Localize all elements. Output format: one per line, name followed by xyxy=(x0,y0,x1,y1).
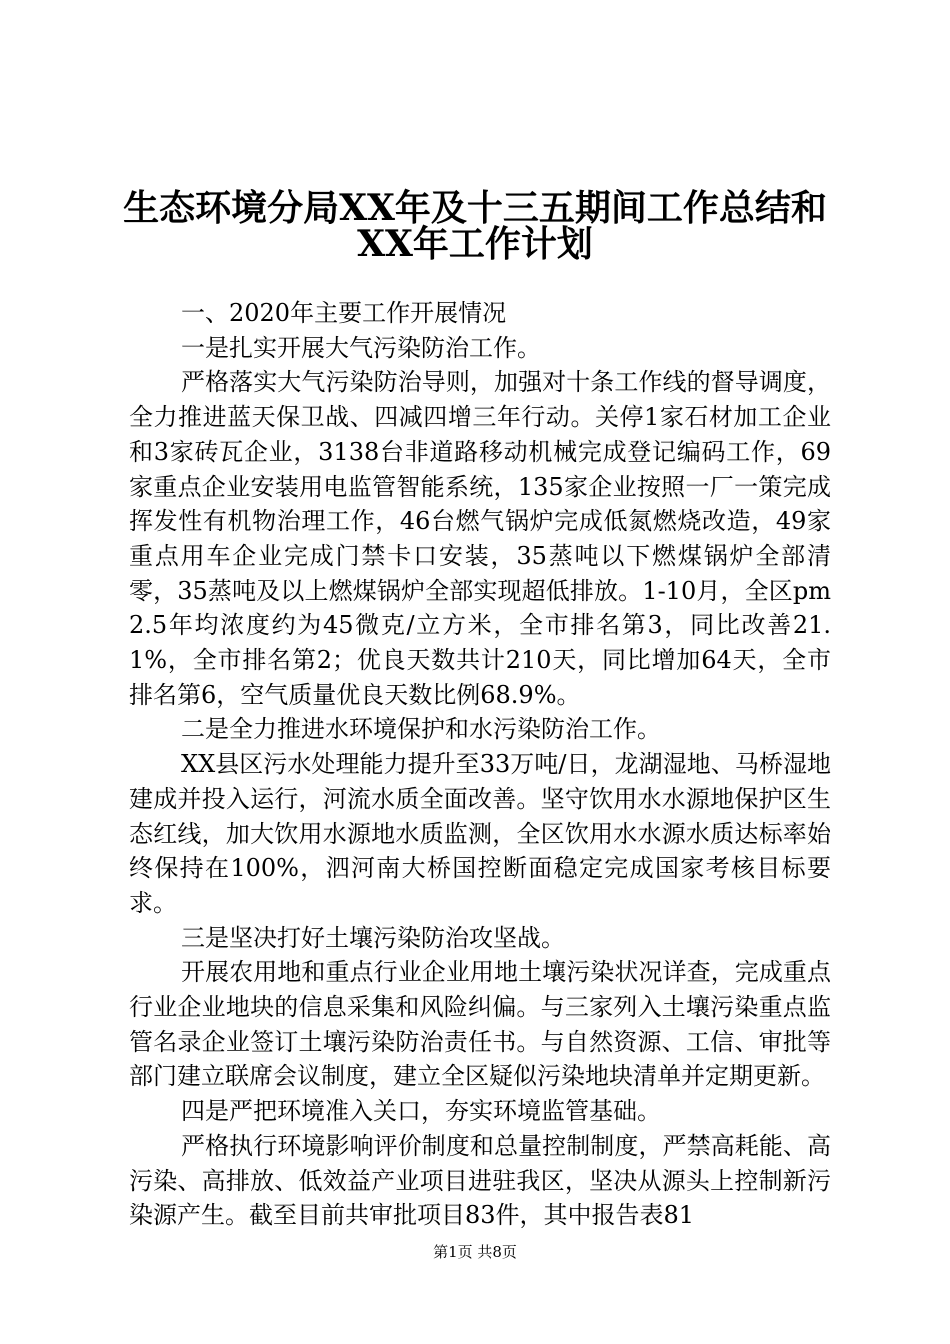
subsection-heading-air: 一是扎实开展大气污染防治工作。 xyxy=(181,333,541,362)
document-title-line2: XX年工作计划 xyxy=(357,223,593,265)
paragraph-air: 严格落实大气污染防治导则，加强对十条工作线的督导调度，全力推进蓝天保卫战、四减四增三年行动。关停1家石材加工企业和3家砖瓦企业，3138台非道路移动机械完成登记编码工作，69家重点企业安装用电监管智能系统，135家企业按照一厂一策完成挥发性有机物治理工作，46台燃气锅炉完成低氮燃烧改造，49家重点用车企业完成门禁卡口安装，35蒸吨以下燃煤锅炉全部清零，35蒸吨及以上燃煤锅炉全部实现超低排放。1-10月，全区pm2.5年均浓度约为45微克/立方米，全市排名第3，同比改善21.1%，全市排名第2；优良天数共计210天，同比增加64天，全市排名第6，空气质量优良天数比例68.9%。 xyxy=(129,368,831,709)
subsection-heading-water: 二是全力推进水环境保护和水污染防治工作。 xyxy=(181,715,661,744)
paragraph-water: XX县区污水处理能力提升至33万吨/日，龙湖湿地、马桥湿地建成并投入运行，河流水质全面改善。坚守饮用水水源地保护区生态红线，加大饮用水源地水质监测，全区饮用水水源水质达标率始终保持在100%，泗河南大桥国控断面稳定完成国家考核目标要求。 xyxy=(129,750,831,917)
page-number-footer: 第1页 共8页 xyxy=(433,1243,517,1261)
section-heading: 一、2020年主要工作开展情况 xyxy=(181,299,507,327)
paragraph-soil: 开展农用地和重点行业企业用地土壤污染状况详查，完成重点行业企业地块的信息采集和风险纠偏。与三家列入土壤污染重点监管名录企业签订土壤污染防治责任书。与自然资源、工信、审批等部门建立联席会议制度，建立全区疑似污染地块清单并定期更新。 xyxy=(129,958,831,1091)
document-title-line1: 生态环境分局XX年及十三五期间工作总结和 xyxy=(123,187,827,229)
subsection-heading-soil: 三是坚决打好土壤污染防治攻坚战。 xyxy=(181,923,565,952)
subsection-heading-access: 四是严把环境准入关口，夯实环境监管基础。 xyxy=(181,1097,661,1126)
paragraph-access: 严格执行环境影响评价制度和总量控制制度，严禁高耗能、高污染、高排放、低效益产业项目进驻我区，坚决从源头上控制新污染源产生。截至目前共审批项目83件，其中报告表81 xyxy=(129,1131,831,1230)
document-body xyxy=(129,296,831,1233)
